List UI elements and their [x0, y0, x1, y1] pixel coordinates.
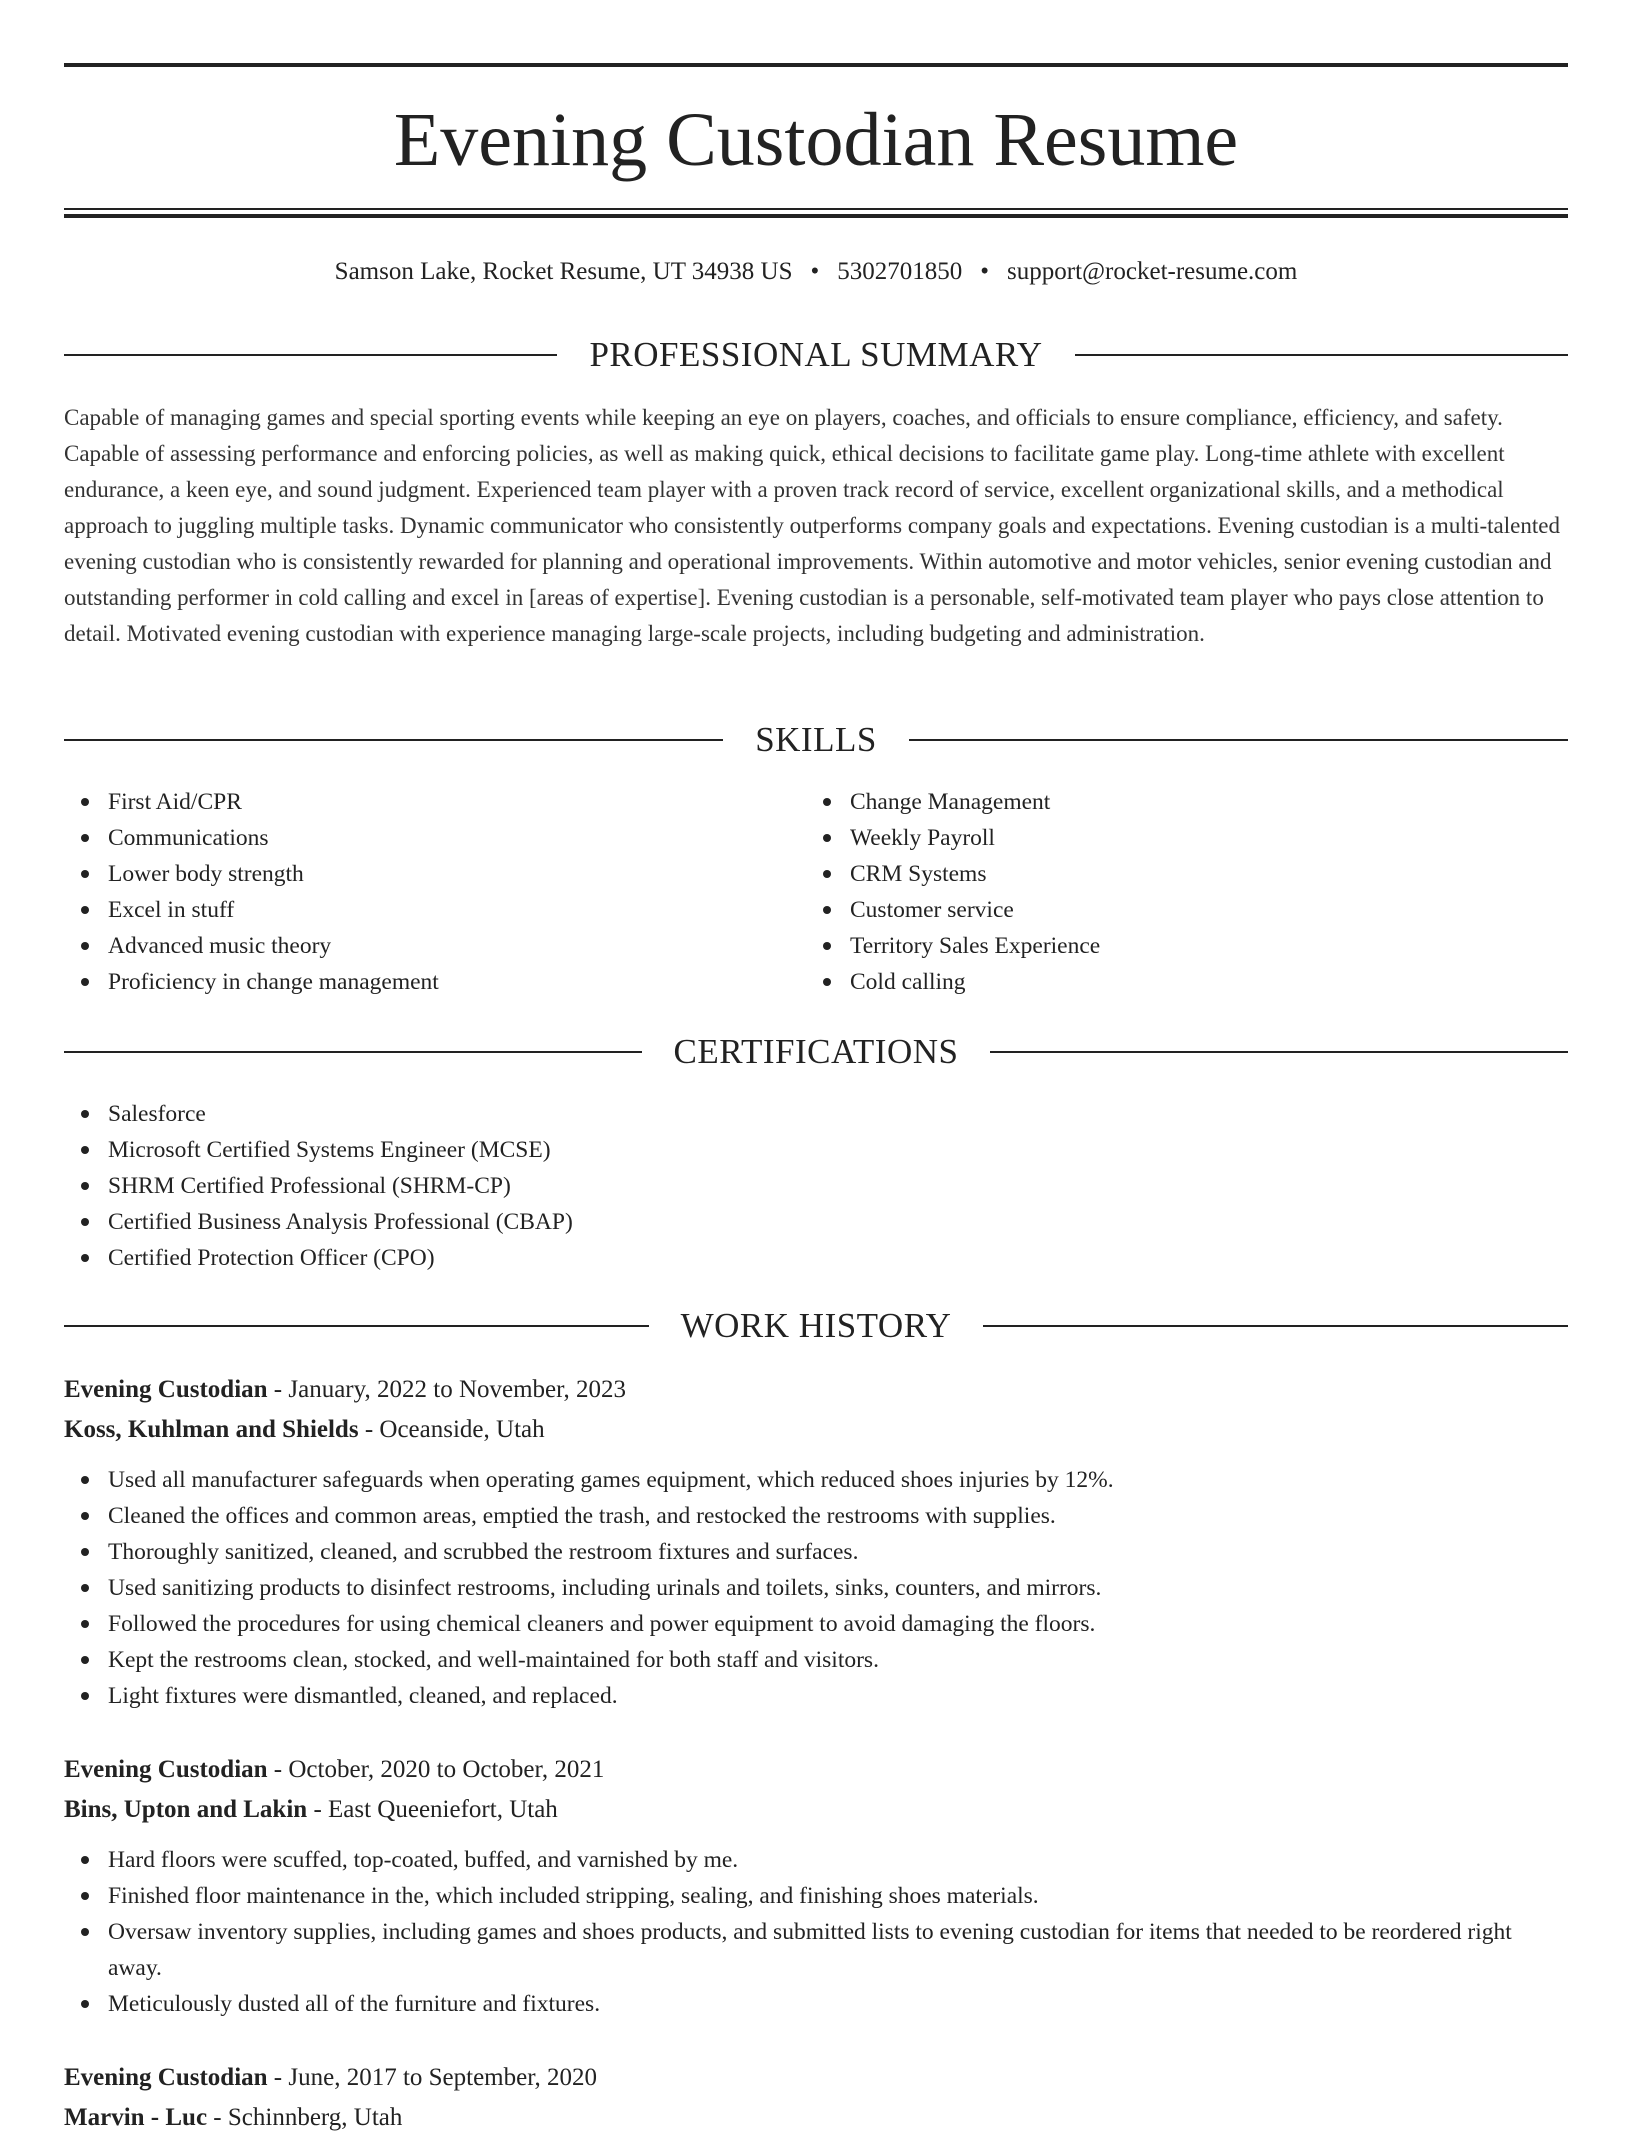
skill-item: CRM Systems: [850, 856, 1506, 892]
job-title: Evening Custodian: [64, 1756, 268, 1783]
contact-separator: •: [980, 258, 990, 285]
section-header-work-history: [64, 1304, 1568, 1348]
resume-title: Evening Custodian Resume: [393, 98, 1239, 182]
skill-item: Change Management: [850, 784, 1506, 820]
summary-text: Capable of managing games and special sporting events while keeping an eye on players, coaches, and officials to ensure compliance, efficiency, and safety. Capable of assessing performance and enforcing policies, as well as making quick, ethical decisions to facilitate game play. Long-time athlete with excellent endurance, a keen eye, and sound judgment. Experienced team player with a proven track record of service, excellent organizational skills, and a methodical approach to juggling multiple tasks. Dynamic communicator who consistently outperforms company goals and expectations. Evening custodian is a multi-talented evening custodian who is consistently rewarded for planning and operational improvements. Within automotive and motor vehicles, senior evening custodian and outstanding performer in cold calling and excel in [areas of expertise]. Evening custodian is a personable, self-motivated team player who pays close attention to detail. Motivated evening custodian with experience managing large-scale projects, including budgeting and administration.: [64, 405, 1560, 646]
job-company: Koss, Kuhlman and Shields: [64, 1416, 359, 1443]
contact-line: [64, 254, 1568, 290]
skill-item: Territory Sales Experience: [850, 928, 1506, 964]
job-company-line: [64, 2098, 1568, 2138]
job-duty: Used sanitizing products to disinfect restrooms, including urinals and toilets, sinks, counters, and mirrors.: [108, 1570, 1568, 1606]
job-duty: Used all manufacturer safeguards when operating games equipment, which reduced shoes injuries by 12%.: [108, 1462, 1568, 1498]
job-duty: Hard floors were scuffed, top-coated, buffed, and varnished by me.: [108, 1842, 1568, 1878]
skill-item: Cold calling: [850, 964, 1506, 1000]
skill-item: Proficiency in change management: [108, 964, 764, 1000]
skills-column-right: [806, 784, 1506, 1000]
section-title-skills: SKILLS: [755, 720, 877, 759]
certification-item: SHRM Certified Professional (SHRM-CP): [108, 1168, 1568, 1204]
skills-column-left: [64, 784, 764, 1000]
section-header-certifications: [64, 1030, 1568, 1074]
certifications-list: [64, 1096, 1568, 1276]
job-duty: Kept the restrooms clean, stocked, and well-maintained for both staff and visitors.: [108, 1642, 1568, 1678]
section-header-skills: [64, 718, 1568, 762]
skills-list-left: [64, 784, 764, 1000]
title-double-rule: [64, 208, 1568, 218]
skill-item: Customer service: [850, 892, 1506, 928]
job-dates: - October, 2020 to October, 2021: [267, 1756, 605, 1783]
skill-item: Communications: [108, 820, 764, 856]
contact-phone: 5302701850: [837, 258, 963, 285]
job-entry: [64, 1750, 1568, 2022]
skills-list-right: [806, 784, 1506, 1000]
job-duty: Thoroughly sanitized, cleaned, and scrubbed the restroom fixtures and surfaces.: [108, 1534, 1568, 1570]
job-duty: Oversaw inventory supplies, including games and shoes products, and submitted lists to evening custodian for items that needed to be reordered right away.: [108, 1914, 1568, 1986]
skill-item: Weekly Payroll: [850, 820, 1506, 856]
skill-item: Excel in stuff: [108, 892, 764, 928]
skill-item: Advanced music theory: [108, 928, 764, 964]
section-rule-right: [983, 1325, 1568, 1327]
skill-item: First Aid/CPR: [108, 784, 764, 820]
certification-item: Certified Business Analysis Professional (CBAP): [108, 1204, 1568, 1240]
job-duty: Finished floor maintenance in the, which included stripping, sealing, and finishing shoes materials.: [108, 1878, 1568, 1914]
job-duty: Cleaned the offices and common areas, emptied the trash, and restocked the restrooms with supplies.: [108, 1498, 1568, 1534]
certification-item: Certified Protection Officer (CPO): [108, 1240, 1568, 1276]
job-location: - Oceanside, Utah: [358, 1416, 545, 1443]
job-title: Evening Custodian: [64, 1376, 268, 1403]
certification-item: Microsoft Certified Systems Engineer (MCSE): [108, 1132, 1568, 1168]
job-location: - Schinnberg, Utah: [207, 2104, 403, 2131]
section-title-summary: PROFESSIONAL SUMMARY: [589, 335, 1043, 374]
job-duty: Followed the procedures for using chemical cleaners and power equipment to avoid damaging the floors.: [108, 1606, 1568, 1642]
section-rule-right: [909, 739, 1568, 741]
contact-separator: •: [810, 258, 820, 285]
job-location: - East Queeniefort, Utah: [307, 1796, 558, 1823]
job-entry: [64, 2058, 1568, 2138]
section-rule-left: [64, 1051, 642, 1053]
section-rule-left: [64, 739, 723, 741]
job-company: Marvin - Luc: [64, 2104, 208, 2131]
job-duty: Meticulously dusted all of the furniture and fixtures.: [108, 1986, 1568, 2022]
section-title-work-history: WORK HISTORY: [680, 1306, 952, 1345]
job-entry: [64, 1370, 1568, 1714]
job-duty: Light fixtures were dismantled, cleaned, and replaced.: [108, 1678, 1568, 1714]
section-rule-left: [64, 354, 557, 356]
job-title-line: [64, 2058, 1568, 2098]
job-dates: - January, 2022 to November, 2023: [267, 1376, 626, 1403]
section-rule-right: [1075, 354, 1568, 356]
contact-address: Samson Lake, Rocket Resume, UT 34938 US: [334, 258, 793, 285]
top-rule: [64, 63, 1568, 67]
section-title-certifications: CERTIFICATIONS: [673, 1032, 959, 1071]
section-rule-left: [64, 1325, 649, 1327]
job-duties-list: [64, 1842, 1568, 2022]
certification-item: Salesforce: [108, 1096, 1568, 1132]
section-rule-right: [990, 1051, 1568, 1053]
certifications-block: [64, 1096, 1568, 1276]
section-header-summary: [64, 333, 1568, 377]
job-dates: - June, 2017 to September, 2020: [267, 2064, 598, 2091]
job-company-line: [64, 1410, 1568, 1450]
job-company: Bins, Upton and Lakin: [64, 1796, 308, 1823]
job-title-line: [64, 1370, 1568, 1410]
contact-email: support@rocket-resume.com: [1007, 258, 1298, 285]
job-title-line: [64, 1750, 1568, 1790]
job-title: Evening Custodian: [64, 2064, 268, 2091]
skill-item: Lower body strength: [108, 856, 764, 892]
job-company-line: [64, 1790, 1568, 1830]
job-duties-list: [64, 1462, 1568, 1714]
